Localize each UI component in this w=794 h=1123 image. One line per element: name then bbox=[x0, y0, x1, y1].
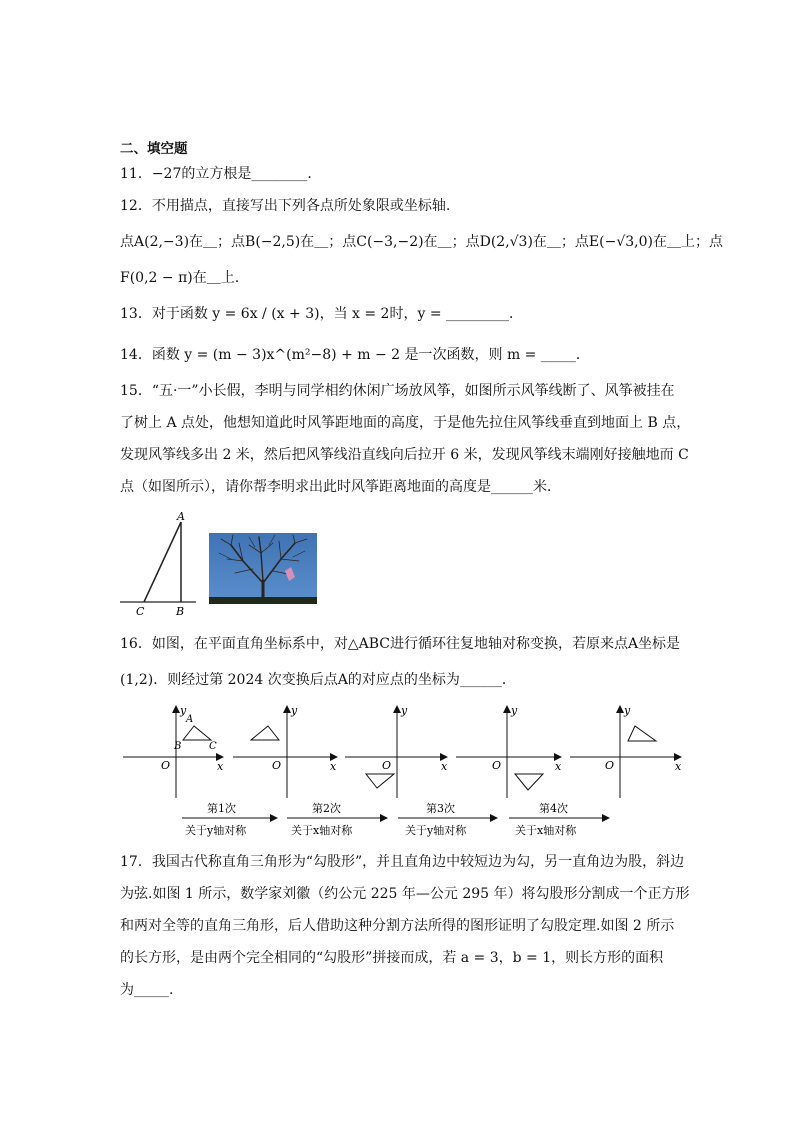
tree-photo bbox=[209, 533, 317, 604]
svg-text:x: x bbox=[675, 760, 682, 773]
svg-text:第4次: 第4次 bbox=[539, 802, 568, 815]
label-b: B bbox=[176, 605, 185, 618]
question-17-line3: 和两对全等的直角三角形，后人借助这种分割方法所得的图形证明了勾股定理.如图 2 所示 bbox=[120, 918, 675, 934]
question-15-line2: 了树上 A 点处，他想知道此时风筝距地面的高度，于是他先拉住风筝线垂直到地面上 B 点， bbox=[120, 415, 691, 431]
svg-text:关于y轴对称: 关于y轴对称 bbox=[185, 824, 247, 837]
svg-text:y: y bbox=[511, 704, 518, 717]
svg-text:y: y bbox=[291, 704, 298, 717]
question-16-line1: 16．如图，在平面直角坐标系中，对△ABC进行循环往复地轴对称变换，若原来点A坐标是 bbox=[120, 636, 681, 652]
svg-text:y: y bbox=[180, 704, 187, 717]
svg-text:B: B bbox=[174, 741, 182, 752]
question-17-line2: 为弦.如图 1 所示，数学家刘徽（约公元 225 年—公元 295 年）将勾股形分割成一个正方形 bbox=[120, 886, 690, 902]
svg-text:x: x bbox=[555, 760, 562, 773]
step-arrow-3 bbox=[398, 801, 497, 837]
step-arrow-1 bbox=[182, 801, 277, 837]
panel-step-3 bbox=[456, 704, 562, 798]
question-15-line1: 15．“五·一”小长假，李明与同学相约休闲广场放风筝，如图所示风筝线断了、风筝被挂在 bbox=[120, 383, 675, 399]
svg-text:x: x bbox=[441, 760, 448, 773]
panel-step-1 bbox=[233, 704, 337, 798]
question-15-line3: 发现风筝线多出 2 米，然后把风筝线沿直线向后拉开 6 米，发现风筝线末端刚好接触地而 C bbox=[120, 447, 689, 463]
svg-text:O: O bbox=[605, 759, 615, 772]
svg-text:O: O bbox=[492, 759, 502, 772]
label-c: C bbox=[136, 605, 145, 618]
svg-text:O: O bbox=[382, 759, 392, 772]
svg-text:关于x轴对称: 关于x轴对称 bbox=[515, 824, 577, 837]
question-12-stem: 12．不用描点，直接写出下列各点所处象限或坐标轴. bbox=[120, 198, 451, 214]
kite-triangle-figure bbox=[114, 508, 204, 618]
svg-text:关于x轴对称: 关于x轴对称 bbox=[291, 824, 353, 837]
question-12-line1: 点A(2,−3)在＿；点B(−2,5)在＿；点C(−3,−2)在＿；点D(2,√3)在＿；点E(−√3,0)在＿上；点 bbox=[120, 234, 723, 250]
panel-step-4 bbox=[570, 704, 682, 798]
question-16-line2: (1,2)．则经过第 2024 次变换后点A的对应点的坐标为______． bbox=[120, 672, 516, 688]
question-14: 14．函数 y = (m − 3)x^(m²−8) + m − 2 是一次函数，则 m = _____． bbox=[120, 347, 590, 363]
question-13: 13．对于函数 y = 6x / (x + 3)，当 x = 2时，y = _________． bbox=[120, 306, 524, 322]
section-title: 二、填空题 bbox=[120, 141, 188, 157]
svg-text:y: y bbox=[624, 704, 631, 717]
question-17-line1: 17．我国古代称直角三角形为“勾股形”，并且直角边中较短边为勾，另一直角边为股，斜边 bbox=[120, 854, 685, 870]
step-arrow-2 bbox=[287, 801, 387, 837]
svg-text:x: x bbox=[330, 760, 337, 773]
panel-step-2 bbox=[345, 704, 448, 798]
svg-text:第1次: 第1次 bbox=[207, 802, 236, 815]
question-17-line5: 为_____. bbox=[120, 982, 174, 998]
svg-text:第3次: 第3次 bbox=[426, 802, 455, 815]
question-15-line4: 点（如图所示），请你帮李明求出此时风筝距离地面的高度是______米． bbox=[120, 479, 561, 495]
svg-text:O: O bbox=[272, 759, 282, 772]
svg-text:第2次: 第2次 bbox=[312, 802, 341, 815]
question-12-line2: F(0,2 − π)在＿上. bbox=[120, 270, 240, 286]
question-17-line4: 的长方形，是由两个完全相同的“勾股形”拼接而成，若 a = 3，b = 1，则长方形的面积 bbox=[120, 950, 664, 966]
svg-text:A: A bbox=[186, 714, 194, 725]
question-11: 11．−27的立方根是________． bbox=[120, 166, 322, 182]
svg-text:O: O bbox=[161, 759, 171, 772]
label-a: A bbox=[177, 510, 185, 523]
step-arrow-4 bbox=[509, 801, 609, 837]
panel-original bbox=[123, 704, 224, 798]
svg-text:关于y轴对称: 关于y轴对称 bbox=[405, 824, 467, 837]
svg-text:y: y bbox=[401, 704, 408, 717]
svg-text:C: C bbox=[209, 741, 217, 752]
reflection-sequence-figure bbox=[115, 700, 690, 845]
svg-text:x: x bbox=[217, 760, 224, 773]
